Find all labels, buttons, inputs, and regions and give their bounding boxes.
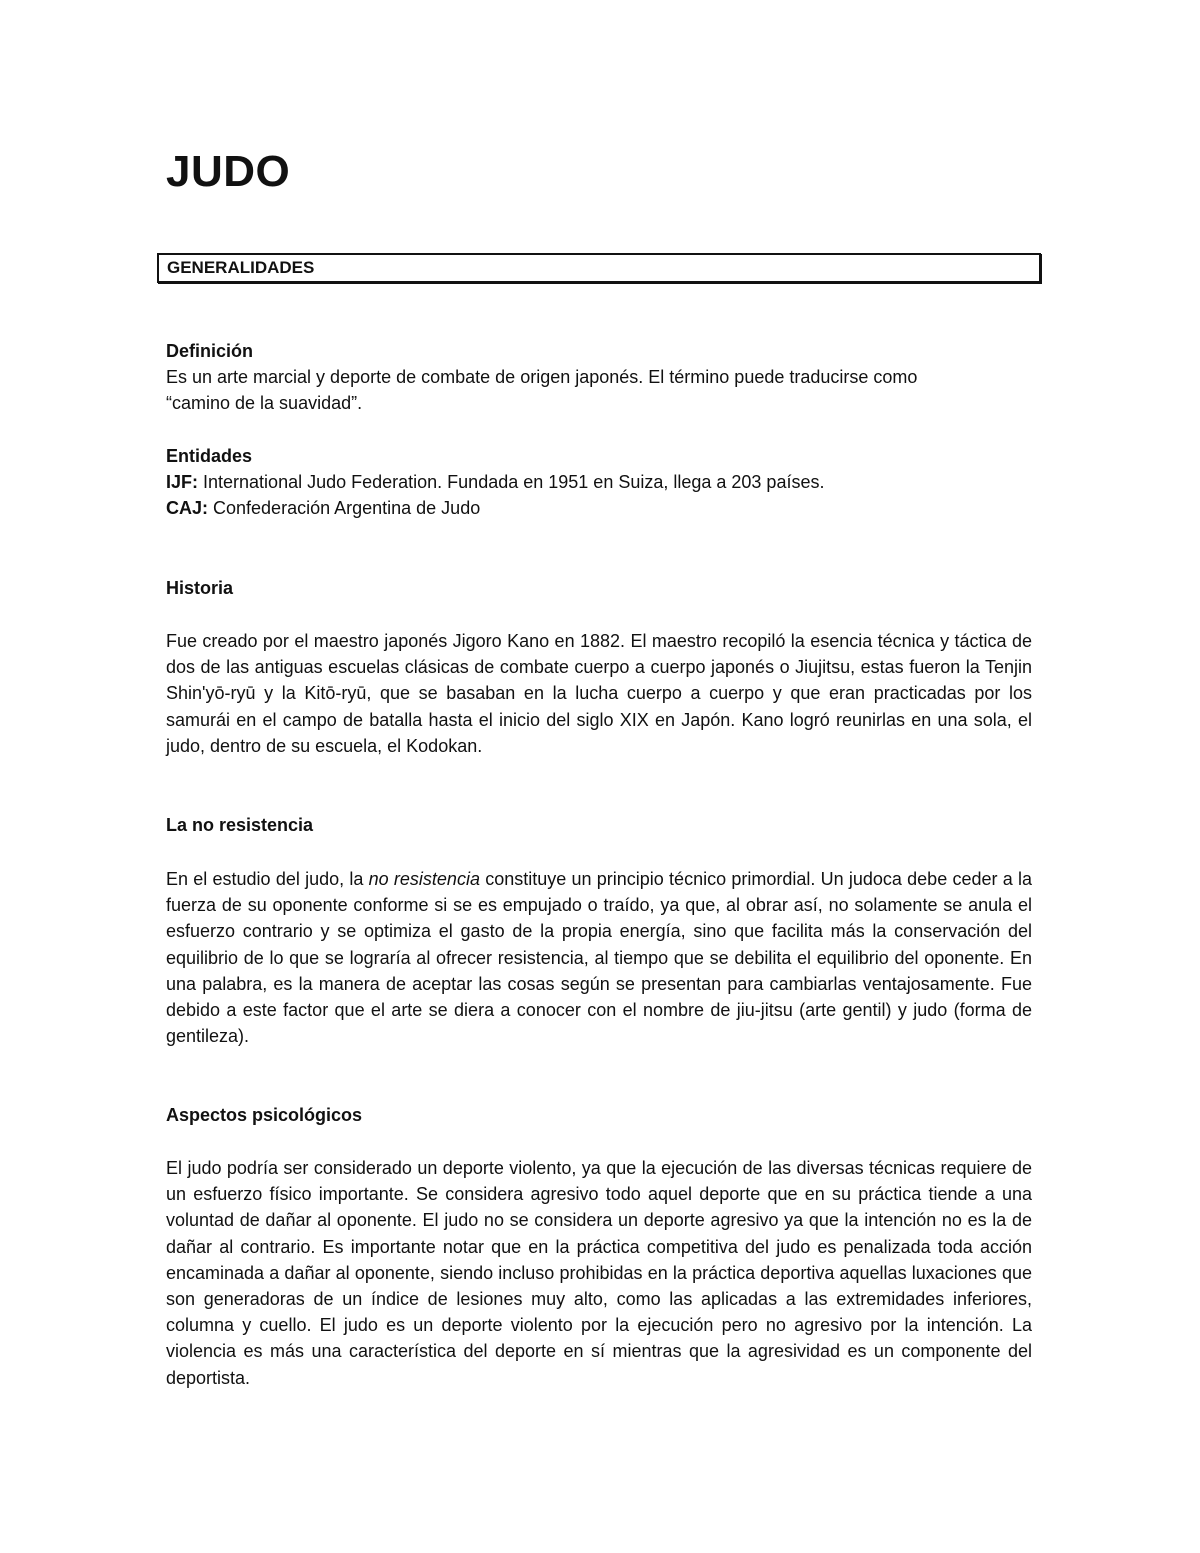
section-header-box — [157, 253, 1041, 283]
no-resistencia-body — [166, 866, 1032, 1049]
no-resistencia-italic-term: no resistencia — [368, 869, 480, 889]
document-title: JUDO — [166, 147, 291, 196]
entidad-caj — [166, 495, 1032, 521]
historia-body: Fue creado por el maestro japonés Jigoro Kano en 1882. El maestro recopiló la esencia técnica y táctica de dos de las antiguas escuelas clásicas de combate cuerpo a cuerpo japonés o Jiujitsu, estas fueron la Tenjin Shin'yō-ryū y la Kitō-ryū, que se basaban en la lucha cuerpo a cuerpo y que eran practicadas por los samurái en el campo de batalla hasta el inicio del siglo XIX en Japón. Kano logró reunirlas en una sola, el judo, dentro de su escuela, el Kodokan. — [166, 631, 1032, 756]
section-header-label: GENERALIDADES — [167, 258, 315, 277]
caj-description: Confederación Argentina de Judo — [208, 498, 481, 519]
no-resistencia-heading: La no resistencia — [166, 815, 314, 835]
ijf-abbreviation: IJF: — [166, 472, 199, 493]
historia-heading: Historia — [166, 578, 234, 598]
definicion-heading: Definición — [166, 341, 254, 361]
aspectos-section — [166, 1102, 1032, 1128]
no-resistencia-body-rest: constituye un principio técnico primordial. Un judoca debe ceder a la fuerza de su oponente conforme si se es empujado o traído, ya que, al obrar así, no solamente se anula el esfuerzo contrario y se optimiza el gasto de la propia energía, sino que facilita más la conservación del equilibrio de lo que se lograría al ofrecer resistencia, al tiempo que se debilita el equilibrio del oponente. En una palabra, es la manera de aceptar las cosas según se presentan para cambiarlas ventajosamente. Fue debido a este factor que el arte se diera a conocer con el nombre de jiu-jitsu (arte gentil) y judo (forma de gentileza). — [166, 869, 1033, 1047]
definicion-line-2: “camino de la suavidad”. — [166, 393, 363, 414]
historia-section — [166, 575, 1032, 601]
aspectos-body-block — [166, 1155, 1032, 1391]
definicion-line-1: Es un arte marcial y deporte de combate de origen japonés. El término puede traducirse como — [166, 367, 918, 388]
historia-body-block — [166, 628, 1032, 759]
definicion-section — [166, 338, 1032, 417]
aspectos-heading: Aspectos psicológicos — [166, 1105, 363, 1125]
no-resistencia-body-block — [166, 866, 1032, 1049]
ijf-description: International Judo Federation. Fundada en 1951 en Suiza, llega a 203 países. — [198, 472, 825, 493]
aspectos-body: El judo podría ser considerado un deporte violento, ya que la ejecución de las diversas técnicas requiere de un esfuerzo físico importante. Se considera agresivo todo aquel deporte que en su práctica tiende a una voluntad de dañar al oponente. El judo no se considera un deporte agresivo ya que la intención no es la de dañar al contrario. Es importante notar que en la práctica competitiva del judo es penalizada toda acción encaminada a dañar al oponente, siendo incluso prohibidas en la práctica deportiva aquellas luxaciones que son generadoras de un índice de lesiones muy alto, como las aplicadas a las extremidades inferiores, columna y cuello. El judo es un deporte violento por la ejecución pero no agresivo por la intención. La violencia es más una característica del deporte en sí mientras que la agresividad es un componente del deportista. — [166, 1158, 1032, 1388]
entidades-heading: Entidades — [166, 446, 253, 466]
entidad-ijf — [166, 469, 1032, 495]
caj-abbreviation: CAJ: — [166, 498, 209, 519]
entidades-section — [166, 443, 1032, 522]
no-resistencia-body-start: En el estudio del judo, la — [166, 869, 369, 889]
no-resistencia-section — [166, 812, 1032, 838]
